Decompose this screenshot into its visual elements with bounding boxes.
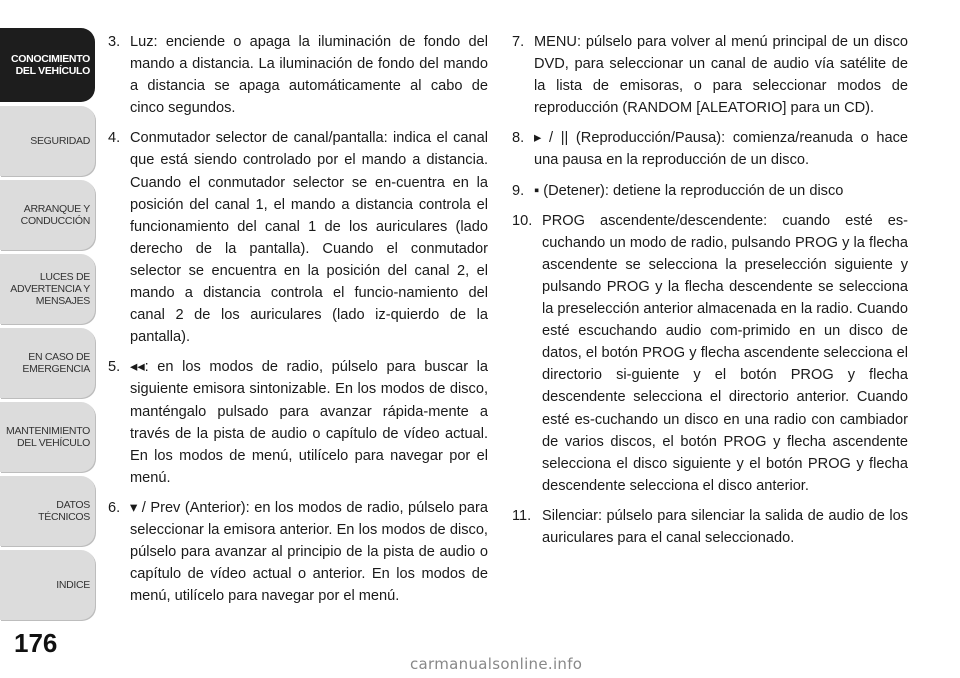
item-text: ▸ / || (Reproducción/Pausa): comienza/reanuda o hace una pausa en la reproducción de un disco. — [534, 130, 908, 169]
list-item — [108, 356, 488, 489]
item-number: 5. — [108, 359, 121, 376]
list-item — [512, 505, 908, 549]
page-number: 176 — [14, 628, 58, 658]
chapter-sidebar — [0, 0, 100, 640]
item-number: 7. — [512, 34, 525, 50]
item-text: ▪ (Detener): detiene la reproducción de un disco — [534, 182, 844, 199]
tab-conocimiento-vehiculo[interactable]: CONOCIMIENTO DEL VEHÍCULO — [0, 28, 95, 102]
tab-arranque-conduccion[interactable]: ARRANQUE Y CONDUCCIÓN — [0, 180, 95, 250]
item-text: Conmutador selector de canal/pantalla: indica el canal que está siendo controlado por el mando a distancia. Cuando el conmutador selector se en-cuentra en la posición del canal 1, el mando a distancia controla el funcionamiento del canal 1 de los auriculares (lado derecho de la pantalla). Cuando el conmutador selector se encuentra en la posición del canal 2, el mando a distancia controla el funcio-namiento del canal 2 de los auriculares (lado iz-quierdo de la pantalla). — [130, 130, 488, 346]
list-item — [512, 180, 908, 202]
item-text: ◂◂: en los modos de radio, púlselo para buscar la siguiente emisora sintonizable. En los modos de disco, manténgalo pulsado para avanzar rápida-mente a través de la pista de audio o capítulo de vídeo actual. En los modos de menú, utilícelo para navegar por el menú. — [130, 359, 488, 486]
item-text: MENU: púlselo para volver al menú principal de un disco DVD, para seleccionar un canal de audio vía satélite de la lista de emisoras, o para seleccionar modos de reproducción (RANDOM [ALEATORIO] para un CD). — [534, 34, 908, 117]
item-number: 8. — [512, 130, 525, 147]
item-number: 6. — [108, 499, 121, 516]
item-number: 11. — [512, 507, 532, 524]
item-text: Silenciar: púlselo para silenciar la salida de audio de los auriculares para el canal seleccionado. — [542, 507, 908, 546]
tab-en-caso-emergencia[interactable]: EN CASO DE EMERGENCIA — [0, 328, 95, 398]
list-item — [108, 31, 488, 119]
list-item — [512, 31, 908, 119]
list-item — [512, 210, 908, 497]
tab-seguridad[interactable]: SEGURIDAD — [0, 106, 95, 176]
list-item — [108, 497, 488, 607]
watermark-footer: carmanualsonline.info — [410, 655, 583, 673]
tab-mantenimiento[interactable]: MANTENIMIENTO DEL VEHÍCULO — [0, 402, 95, 472]
list-item — [108, 127, 488, 348]
item-number: 10. — [512, 212, 533, 229]
item-text: Luz: enciende o apaga la iluminación de fondo del mando a distancia. La iluminación de fondo del mando a distancia se apaga automáticamente al cabo de cinco segundos. — [130, 34, 488, 117]
item-text: ▾ / Prev (Anterior): en los modos de radio, púlselo para seleccionar la emisora anterior. En los modos de disco, púlselo para avanzar al principio de la pista de audio o capítulo de vídeo actual o anterior. En los modos de menú, utilícelo para navegar por el menú. — [130, 499, 488, 605]
tab-luces-advertencia[interactable]: LUCES DE ADVERTENCIA Y MENSAJES — [0, 254, 95, 324]
tab-datos-tecnicos[interactable]: DATOS TÉCNICOS — [0, 476, 95, 546]
item-text: PROG ascendente/descendente: cuando esté es-cuchando un modo de radio, pulsando PROG y la flecha ascendente se selecciona la preselección siguiente y pulsando PROG y la flecha descendente se selecciona la preselección anterior almacenada en la radio. Cuando esté escuchando audio com-primido en un disco de datos, el botón PROG y flecha ascendente selecciona el directorio si-guiente y el botón PROG y flecha descendente selecciona el directorio anterior. Cuando esté es-cuchando un disco en una radio con cambiador de varios discos, el botón PROG y flecha ascendente selecciona el disco siguiente y el botón PROG y flecha descendente selecciona el disco anterior. — [542, 212, 908, 494]
item-number: 3. — [108, 34, 121, 50]
right-text-column — [512, 31, 908, 557]
item-number: 9. — [512, 182, 525, 199]
tab-indice[interactable]: INDICE — [0, 550, 95, 620]
item-number: 4. — [108, 130, 121, 147]
list-item — [512, 127, 908, 171]
left-text-column — [108, 31, 488, 615]
